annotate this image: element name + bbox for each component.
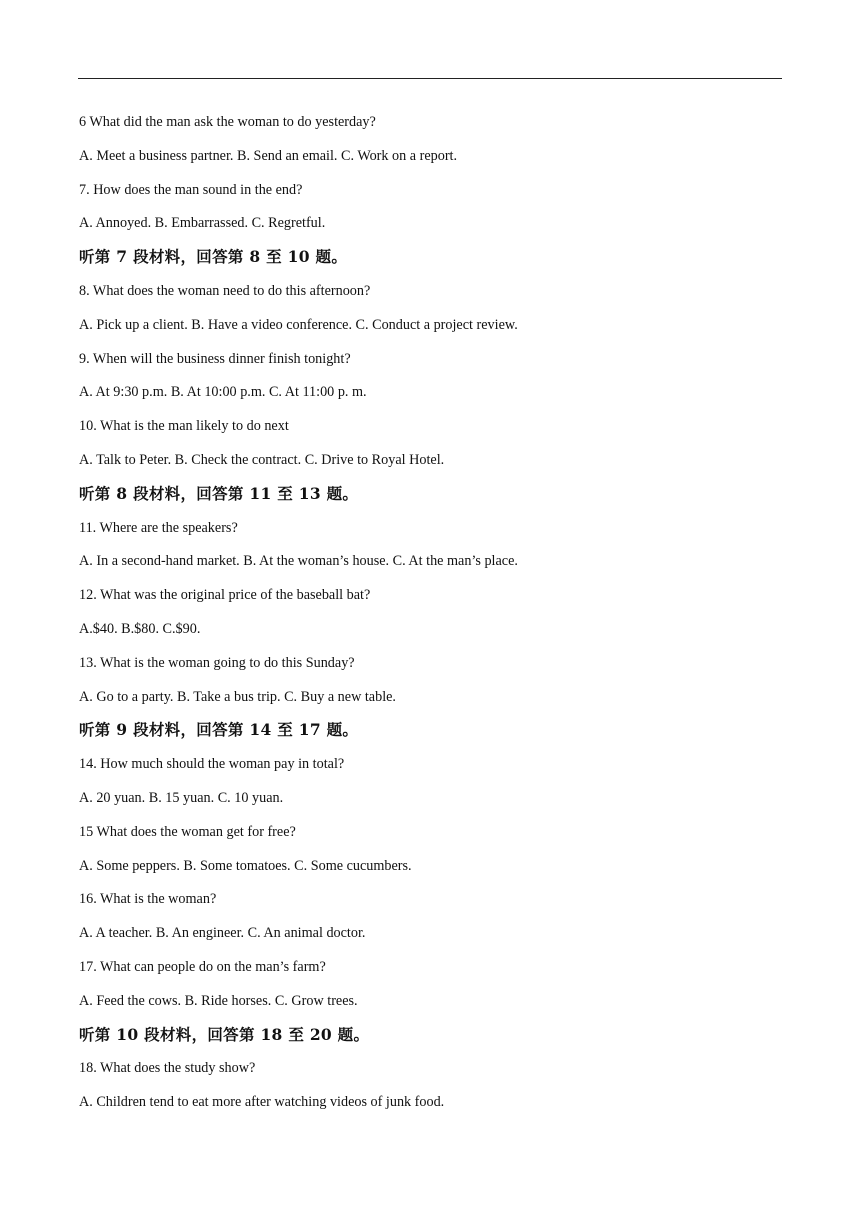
question-9: 9. When will the business dinner finish tonight? [79, 350, 351, 367]
question-list [79, 109, 779, 1123]
header-rule [78, 78, 782, 79]
section-heading-8: 听第 8 段材料，回答第 11 至 13 题。 [79, 483, 359, 503]
question-6: 6 What did the man ask the woman to do yesterday? [79, 114, 376, 130]
question-17: 17. What can people do on the man’s farm? [79, 958, 326, 975]
question-14: 14. How much should the woman pay in total? [79, 756, 345, 773]
options-9: A. At 9:30 p.m. B. At 10:00 p.m. C. At 11:00 p. m. [79, 384, 367, 401]
options-16: A. A teacher. B. An engineer. C. An animal doctor. [79, 925, 366, 942]
options-10: A. Talk to Peter. B. Check the contract. C. Drive to Royal Hotel. [79, 451, 445, 468]
section-heading-9: 听第 9 段材料，回答第 14 至 17 题。 [79, 720, 359, 740]
section-heading-7: 听第 7 段材料，回答第 8 至 10 题。 [79, 247, 348, 267]
section-heading-10: 听第 10 段材料，回答第 18 至 20 题。 [79, 1024, 370, 1044]
question-10: 10. What is the man likely to do next [79, 418, 289, 435]
options-8: A. Pick up a client. B. Have a video conference. C. Conduct a project review. [79, 316, 518, 333]
options-14: A. 20 yuan. B. 15 yuan. C. 10 yuan. [79, 789, 284, 806]
options-7: A. Annoyed. B. Embarrassed. C. Regretful. [79, 215, 326, 232]
options-15: A. Some peppers. B. Some tomatoes. C. Some cucumbers. [79, 857, 412, 874]
question-8: 8. What does the woman need to do this afternoon? [79, 282, 371, 299]
options-18: A. Children tend to eat more after watching videos of junk food. [79, 1094, 445, 1111]
question-13: 13. What is the woman going to do this Sunday? [79, 654, 355, 671]
question-7: 7. How does the man sound in the end? [79, 181, 303, 198]
question-16: 16. What is the woman? [79, 891, 217, 908]
options-11: A. In a second-hand market. B. At the woman’s house. C. At the man’s place. [79, 553, 518, 570]
question-18: 18. What does the study show? [79, 1060, 256, 1077]
question-11: 11. Where are the speakers? [79, 519, 238, 536]
options-6: A. Meet a business partner. B. Send an email. C. Work on a report. [79, 147, 458, 164]
options-13: A. Go to a party. B. Take a bus trip. C. Buy a new table. [79, 688, 396, 705]
options-17: A. Feed the cows. B. Ride horses. C. Grow trees. [79, 992, 358, 1009]
question-15: 15 What does the woman get for free? [79, 823, 296, 840]
options-12: A.$40. B.$80. C.$90. [79, 620, 201, 637]
question-12: 12. What was the original price of the baseball bat? [79, 587, 371, 604]
